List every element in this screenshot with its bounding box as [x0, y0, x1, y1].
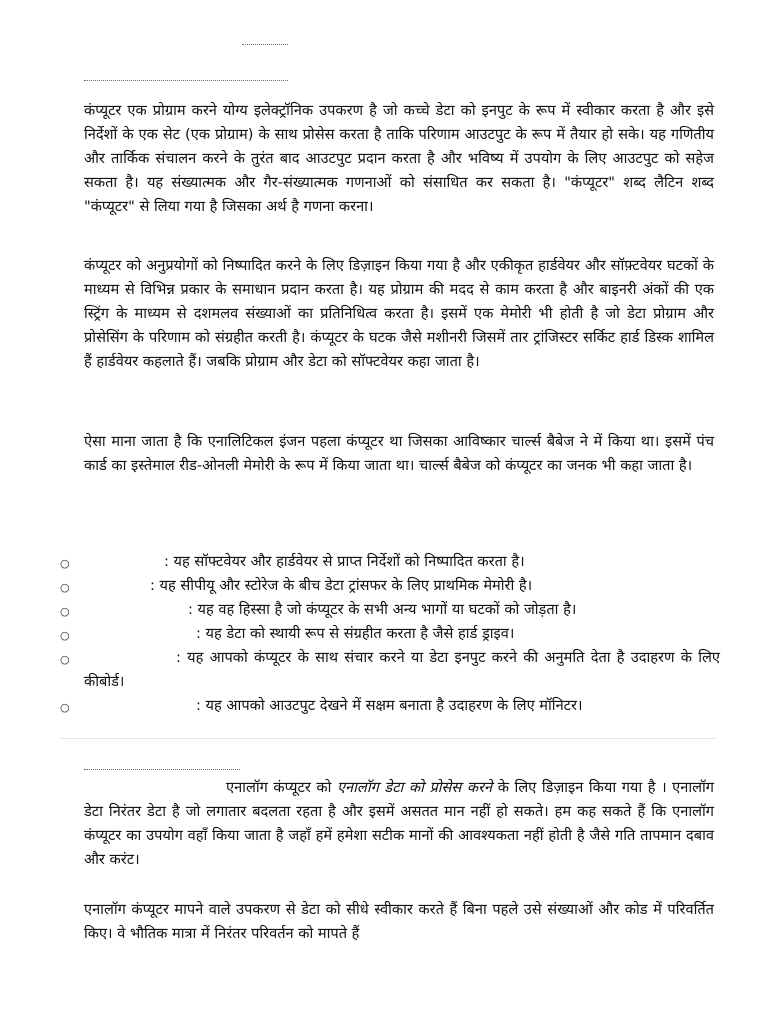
- bullet-circle-icon: ○: [60, 629, 70, 642]
- bullet-circle-icon: ○: [60, 557, 70, 570]
- bullet-circle-icon: ○: [60, 605, 70, 618]
- paragraph-analog-measurement: एनालॉग कंप्यूटर मापने वाले उपकरण से डेटा को सीधे स्वीकार करते हैं बिना पहले उसे संख्याओं और कोड में परिवर्तित किए। वे भौतिक मात्रा में निरंतर परिवर्तन को मापते हैं: [84, 901, 714, 942]
- bullet-circle-icon: ○: [60, 581, 70, 594]
- heading-underline-rule: [84, 80, 288, 81]
- list-item: [60, 694, 720, 718]
- subheading-underline-rule: [84, 769, 240, 770]
- list-item: [60, 646, 720, 694]
- paragraph-history: ऐसा माना जाता है कि एनालिटिकल इंजन पहला कंप्यूटर था जिसका आविष्कार चार्ल्स बैबेज ने में किया था। इसमें पंच कार्ड का इस्तेमाल रीड-ओनली मेमोरी के रूप में किया जाता था। चार्ल्स बैबेज को कंप्यूटर का जनक भी कहा जाता है।: [84, 433, 715, 474]
- list-item-text: : यह डेटा को स्थायी रूप से संग्रहीत करता है जैसे हार्ड ड्राइव।: [196, 625, 515, 642]
- paragraph-analog-definition: [84, 776, 714, 872]
- list-item-text: : यह आपको आउटपुट देखने में सक्षम बनाता है उदाहरण के लिए मॉनिटर।: [196, 697, 583, 714]
- heading-placeholder-rule: [242, 44, 288, 45]
- list-item: [60, 550, 720, 574]
- analog-rest-text: के लिए डिज़ाइन किया गया है । एनालॉग डेटा निरंतर डेटा है जो लगातार बदलता रहता है और इसमें असतत मान नहीं हो सकते। हम कह सकते हैं कि एनालॉग कंप्यूटर का उपयोग वहाँ किया जाता है जहाँ हमें हमेशा सटीक मानों की आवश्यकता नहीं होती है जैसे गति तापमान दबाव और करंट।: [84, 779, 715, 868]
- list-item: [60, 598, 720, 622]
- list-item-text: : यह वह हिस्सा है जो कंप्यूटर के सभी अन्य भागों या घटकों को जोड़ता है।: [188, 601, 577, 618]
- analog-emphasis-text: एनालॉग डेटा को प्रोसेस करने: [336, 779, 493, 796]
- bullet-circle-icon: ○: [60, 701, 70, 714]
- list-item: [60, 574, 720, 598]
- list-item-text: : यह आपको कंप्यूटर के साथ संचार करने या डेटा इनपुट करने की अनुमति देता है उदाहरण के लिए कीबोर्ड।: [84, 649, 720, 690]
- component-list: [60, 550, 720, 718]
- paragraph-hardware-software: कंप्यूटर को अनुप्रयोगों को निष्पादित करने के लिए डिज़ाइन किया गया है और एकीकृत हार्डवेयर और सॉफ़्टवेयर घटकों के माध्यम से विभिन्न प्रकार के समाधान प्रदान करता है। यह प्रोग्राम की मदद से काम करता है और बाइनरी अंकों की एक स्ट्रिंग के माध्यम से दशमलव संख्याओं का प्रतिनिधित्व करता है। इसमें एक मेमोरी भी होती है जो डेटा प्रोग्राम और प्रोसेसिंग के परिणाम को संग्रहीत करती है। कंप्यूटर के घटक जैसे मशीनरी जिसमें तार ट्रांजिस्टर सर्किट हार्ड डिस्क शामिल हैं हार्डवेयर कहलाते हैं। जबकि प्रोग्राम और डेटा को सॉफ्टवेयर कहा जाता है।: [84, 257, 714, 370]
- paragraph-definition: कंप्यूटर एक प्रोग्राम करने योग्य इलेक्ट्रॉनिक उपकरण है जो कच्चे डेटा को इनपुट के रूप में स्वीकार करता है और इसे निर्देशों के एक सेट (एक प्रोग्राम) के साथ प्रोसेस करता है ताकि परिणाम आउटपुट के रूप में तैयार हो सके। यह गणितीय और तार्किक संचालन करने के तुरंत बाद आउटपुट प्रदान करता है और भविष्य में उपयोग के लिए आउटपुट को सहेज सकता है। यह संख्यात्मक और गैर-संख्यात्मक गणनाओं को संसाधित कर सकता है। "कंप्यूटर" शब्द लैटिन शब्द "कंप्यूटर" से लिया गया है जिसका अर्थ है गणना करना।: [84, 102, 714, 215]
- list-item-text: : यह सॉफ्टवेयर और हार्डवेयर से प्राप्त निर्देशों को निष्पादित करता है।: [164, 553, 525, 570]
- list-item-text: : यह सीपीयू और स्टोरेज के बीच डेटा ट्रांसफर के लिए प्राथमिक मेमोरी है।: [150, 577, 533, 594]
- analog-lead-text: एनालॉग कंप्यूटर को: [226, 779, 332, 796]
- bullet-circle-icon: ○: [60, 653, 70, 666]
- list-item: [60, 622, 720, 646]
- section-divider: [60, 738, 716, 739]
